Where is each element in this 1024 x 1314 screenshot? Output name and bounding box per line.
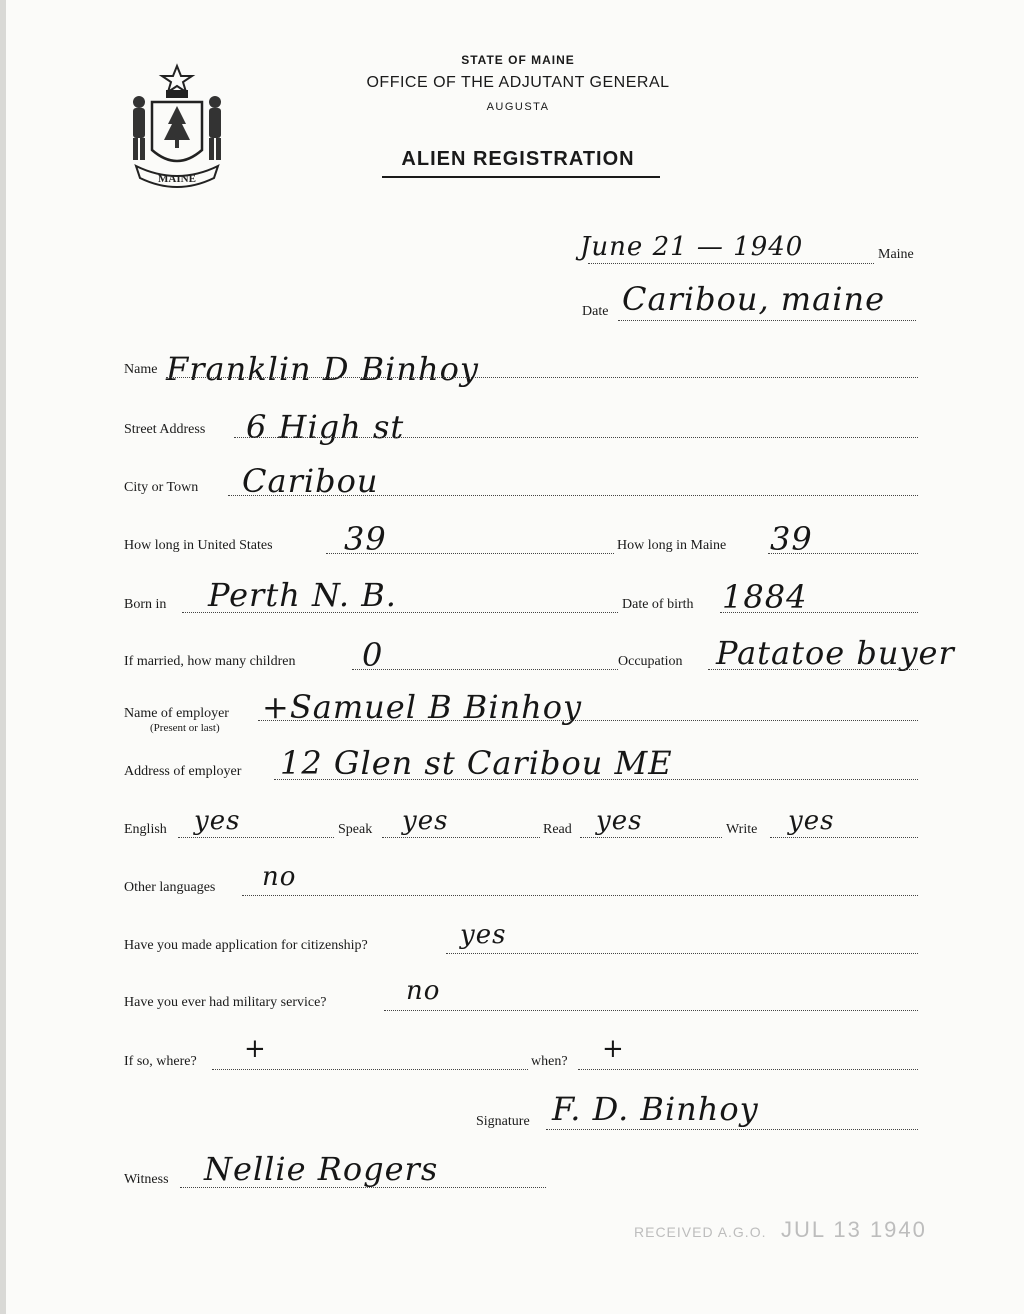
where-label: If so, where? — [124, 1054, 197, 1069]
city-label: City or Town — [124, 480, 199, 495]
handwritten-place: Caribou, maine — [622, 280, 885, 318]
date-of-birth-value: 1884 — [722, 578, 808, 616]
street-value: 6 High st — [246, 408, 405, 446]
date-label: Date — [582, 304, 609, 319]
citizenship-line — [446, 953, 918, 954]
occupation-value: Patatoe buyer — [716, 634, 955, 672]
witness-value: Nellie Rogers — [204, 1150, 439, 1188]
how-long-maine-line — [768, 553, 918, 554]
children-value: 0 — [362, 636, 384, 674]
children-line — [352, 669, 618, 670]
military-label: Have you ever had military service? — [124, 995, 327, 1010]
maine-label: Maine — [878, 247, 914, 262]
date-line — [588, 263, 874, 264]
other-languages-value: no — [262, 862, 297, 892]
how-long-us-line — [326, 553, 614, 554]
military-value: no — [406, 976, 441, 1006]
place-line — [618, 320, 916, 321]
received-stamp-text: RECEIVED A.G.O. — [634, 1224, 767, 1240]
name-line — [166, 377, 918, 378]
street-line — [234, 437, 918, 438]
city-line — [228, 495, 918, 496]
name-value: Franklin D Binhoy — [166, 350, 479, 388]
date-of-birth-line — [720, 612, 918, 613]
received-stamp — [634, 1217, 927, 1243]
employer-label: Name of employer — [124, 706, 229, 721]
form-title: ALIEN REGISTRATION — [401, 148, 635, 170]
title-underline — [382, 176, 660, 178]
date-of-birth-label: Date of birth — [622, 597, 694, 612]
when-value: + — [602, 1034, 625, 1064]
other-languages-label: Other languages — [124, 880, 216, 895]
speak-label: Speak — [338, 822, 373, 837]
employer-address-line — [274, 779, 918, 780]
signature-value: F. D. Binhoy — [552, 1090, 759, 1128]
received-stamp-date: JUL 13 1940 — [780, 1217, 927, 1242]
employer-value: +Samuel B Binhoy — [262, 688, 583, 726]
street-label: Street Address — [124, 422, 206, 437]
seal-text: MAINE — [158, 173, 196, 185]
citizenship-label: Have you made application for citizenship? — [124, 938, 368, 953]
citizenship-value: yes — [460, 920, 507, 950]
military-line — [384, 1010, 918, 1011]
how-long-us-value: 39 — [344, 520, 387, 558]
born-in-label: Born in — [124, 597, 167, 612]
born-in-value: Perth N. B. — [208, 576, 397, 614]
children-label: If married, how many children — [124, 654, 296, 669]
read-line — [580, 837, 722, 838]
witness-line — [180, 1187, 546, 1188]
employer-line — [258, 720, 918, 721]
employer-address-value: 12 Glen st Caribou ME — [280, 744, 673, 782]
witness-label: Witness — [124, 1172, 169, 1187]
header-office: OFFICE OF THE ADJUTANT GENERAL — [366, 74, 670, 91]
employer-address-label: Address of employer — [124, 764, 242, 779]
when-line — [578, 1069, 918, 1070]
city-value: Caribou — [242, 462, 379, 500]
read-label: Read — [543, 822, 572, 837]
read-value: yes — [596, 806, 643, 836]
employer-sublabel: (Present or last) — [150, 722, 220, 734]
handwritten-date: June 21 — 1940 — [580, 232, 804, 262]
english-line — [178, 837, 334, 838]
how-long-maine-value: 39 — [770, 520, 813, 558]
english-value: yes — [194, 806, 241, 836]
occupation-label: Occupation — [618, 654, 683, 669]
signature-label: Signature — [476, 1114, 530, 1129]
write-value: yes — [788, 806, 835, 836]
where-line — [212, 1069, 528, 1070]
name-label: Name — [124, 362, 158, 377]
how-long-us-label: How long in United States — [124, 538, 273, 553]
signature-line — [546, 1129, 918, 1130]
header-city: AUGUSTA — [486, 101, 550, 113]
born-in-line — [182, 612, 618, 613]
write-label: Write — [726, 822, 758, 837]
speak-line — [382, 837, 540, 838]
how-long-maine-label: How long in Maine — [617, 538, 727, 553]
header-state: STATE OF MAINE — [461, 53, 575, 67]
when-label: when? — [531, 1054, 568, 1069]
speak-value: yes — [402, 806, 449, 836]
occupation-line — [708, 669, 918, 670]
english-label: English — [124, 822, 167, 837]
write-line — [770, 837, 918, 838]
where-value: + — [244, 1034, 267, 1064]
other-languages-line — [242, 895, 918, 896]
